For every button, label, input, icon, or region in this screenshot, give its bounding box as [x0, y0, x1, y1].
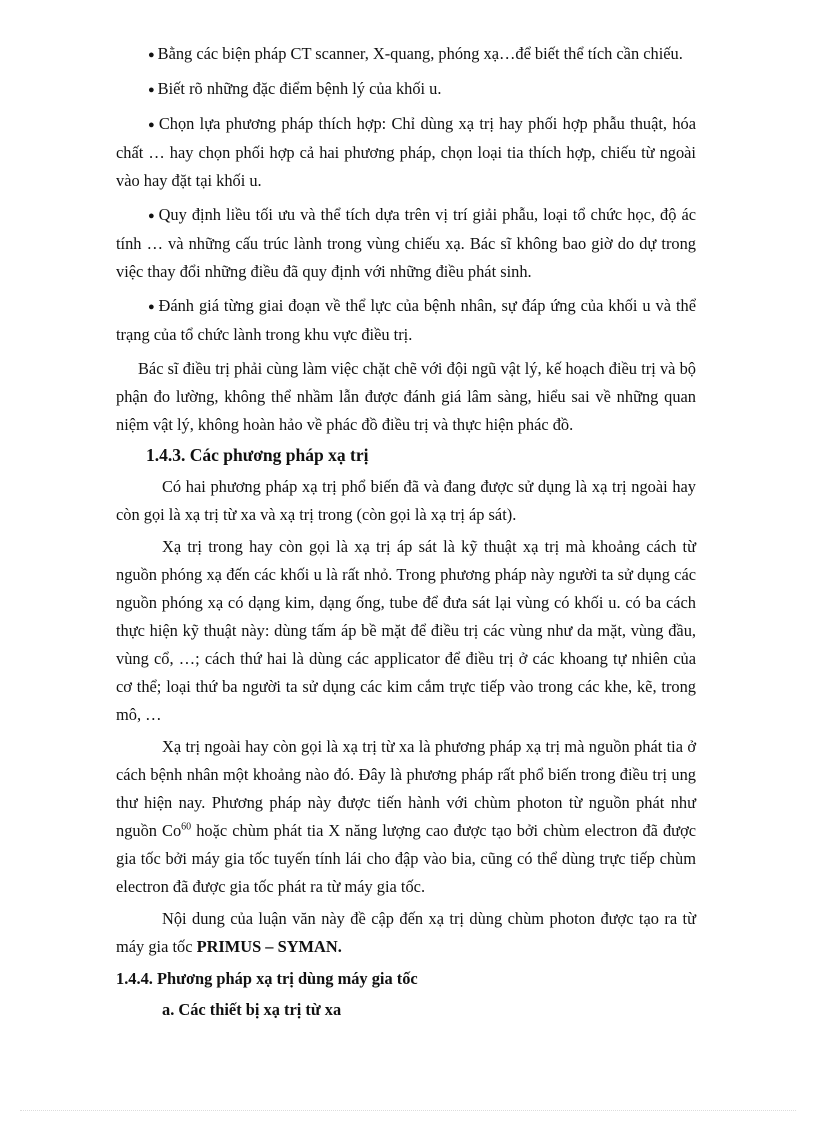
bullet-item [116, 292, 696, 349]
paragraph-two-methods: Có hai phương pháp xạ trị phổ biến đã và đang được sử dụng là xạ trị ngoài hay còn gọi là xạ trị từ xa và xạ trị trong (còn gọi là xạ trị áp sát). [116, 477, 696, 524]
bullet-dot: ● [148, 301, 156, 313]
cobalt-isotope-superscript: 60 [181, 821, 192, 833]
paragraph-cooperation: Bác sĩ điều trị phải cùng làm việc chặt chẽ với đội ngũ vật lý, kế hoạch điều trị và bộ phận đo lường, không thể nhầm lẫn được đánh giá lâm sàng, hiểu sai về những quan niệm vật lý, không hoàn hảo về phác đồ điều trị và thực hiện phác đồ. [116, 359, 696, 434]
subsection-heading-a: a. Các thiết bị xạ trị từ xa [162, 1000, 342, 1019]
document-page [116, 40, 696, 1024]
thesis-content-text: Nội dung của luận văn này đề cập đến xạ trị dùng chùm photon được tạo ra từ máy gia tốc [116, 909, 696, 956]
paragraph-thesis-content [116, 905, 696, 961]
external-text-part-1: Xạ trị ngoài hay còn gọi là xạ trị từ xa là phương pháp xạ trị mà nguồn phát tia ở cách bệnh nhân một khoảng nào đó. Đây là phương pháp rất phổ biến trong điều trị ung thư hiện nay. Phương pháp này được tiến hành với chùm photon từ nguồn phát như nguồn Co [116, 737, 696, 840]
bullet-dot: ● [148, 84, 155, 96]
bullet-item [116, 40, 696, 69]
external-text-part-2: hoặc chùm phát tia X năng lượng cao được tạo bởi chùm electron đã được gia tốc bởi máy gia tốc tuyến tính lái cho đập vào bia, cũng có thể dùng trực tiếp chùm electron đã được gia tốc phát ra từ máy gia tốc. [116, 821, 697, 896]
paragraph-external-radiotherapy [116, 733, 696, 901]
bullet-text: Chọn lựa phương pháp thích hợp: Chỉ dùng xạ trị hay phối hợp phẫu thuật, hóa chất … hay chọn phối hợp cả hai phương pháp, chọn loại tia thích hợp, chiếu từ ngoài vào hay đặt tại khối u. [116, 114, 696, 190]
paragraph-internal-radiotherapy: Xạ trị trong hay còn gọi là xạ trị áp sát là kỹ thuật xạ trị mà khoảng cách từ nguồn phóng xạ đến các khối u là rất nhỏ. Trong phương pháp này người ta sử dụng các nguồn phóng xạ có dạng kim, dạng ống, tube để đưa sát lại vùng có khối u. có ba cách thực hiện kỹ thuật này: dùng tấm áp bề mặt để điều trị các vùng như da mặt, vùng đầu, vùng cổ, …; cách thứ hai là dùng các applicator để điều trị ở các khoang tự nhiên của cơ thể; loại thứ ba người ta sử dụng các kim cắm trực tiếp vào trong các khe, kẽ, trong mô, … [116, 537, 696, 724]
section-heading-1-4-4: 1.4.4. Phương pháp xạ trị dùng máy gia tốc [116, 969, 418, 988]
section-heading-1-4-3: 1.4.3. Các phương pháp xạ trị [146, 445, 369, 465]
bullet-dot: ● [148, 210, 156, 222]
bullet-text: Bằng các biện pháp CT scanner, X-quang, phóng xạ…để biết thể tích cần chiếu. [157, 44, 683, 63]
bullet-text: Biết rõ những đặc điểm bệnh lý của khối u. [157, 79, 442, 98]
bullet-dot: ● [148, 49, 155, 61]
machine-name: PRIMUS – SYMAN. [196, 937, 342, 956]
bullet-item [116, 201, 696, 286]
page-bottom-divider [20, 1110, 796, 1111]
bullet-dot: ● [148, 119, 156, 131]
bullet-item [116, 75, 696, 104]
bullet-text: Quy định liều tối ưu và thể tích dựa trên vị trí giải phẫu, loại tổ chức học, độ ác tính … và những cấu trúc lành trong vùng chiếu xạ. Bác sĩ không bao giờ do dự trong việc thay đổi những điều đã quy định với những điều phát sinh. [116, 205, 696, 281]
bullet-item [116, 110, 696, 195]
bullet-text: Đánh giá từng giai đoạn về thể lực của bệnh nhân, sự đáp ứng của khối u và thể trạng của tổ chức lành trong khu vực điều trị. [116, 296, 696, 344]
